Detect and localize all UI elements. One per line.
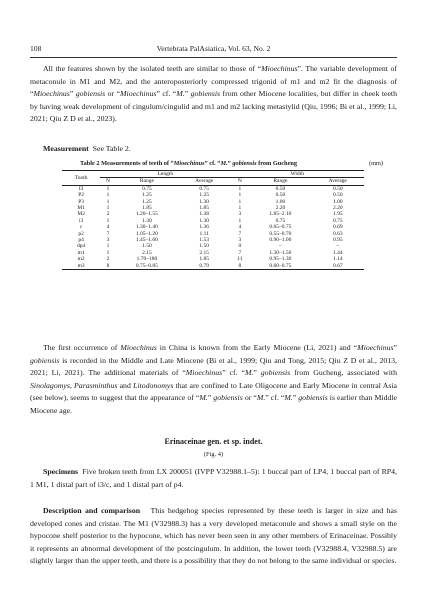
cell-width-n: 7 <box>238 230 242 237</box>
cell-length-range: 1.25 <box>142 192 152 199</box>
journal-title: Vertebrata PalAsiatica, Vol. 63, No. 2 <box>156 44 271 53</box>
table-row <box>62 185 364 192</box>
cell-width-average: 1.95 <box>332 211 343 218</box>
paragraph-occurrence: The first occurrence of Mioechinus in China is known from the Early Miocene (Li, 2021) and “Mioechinus” gobiensis is recorded in the Middle and Late Miocene (Bi et al., 1999; Qiu and Tong, 2015; Qiu Z D et al., 2013, 2021; Li, 2021). The additional materials of “Mioechinus” cf. “M.” gobiensis from Gucheng, associated with Sinolagomys, Parasminthus and Litodonomys that are confined to Late Oligocene and Early Miocene in central Asia (see below), seems to suggest that the appearance of “M.” gobiensis or “M.” cf. “M.” gobiensis is earlier than Middle Miocene age. <box>30 343 398 415</box>
header-tooth: Tooth <box>62 171 100 186</box>
cell-length-range: 1.20–1.55 <box>135 211 158 218</box>
header-rule <box>30 57 397 58</box>
cell-length-n: 8 <box>100 263 116 270</box>
cell-tooth: p2 <box>78 230 84 237</box>
description-label: Description and comparison <box>43 506 141 515</box>
cell-length-n: 1 <box>106 205 110 212</box>
cell-width-average: 0.75 <box>332 217 343 224</box>
cell-width-average: 0.69 <box>332 224 343 231</box>
measurement-label: Measurement <box>43 144 89 153</box>
measurements-table <box>62 170 364 270</box>
cell-width-average: 0.50 <box>332 185 343 192</box>
cell-length-n: 1 <box>106 243 110 250</box>
cell-width-average: 0.67 <box>312 263 364 270</box>
cell-tooth: I3 <box>78 185 84 192</box>
cell-length-average: 1.38 <box>199 211 210 218</box>
cell-length-n: 2 <box>106 211 110 218</box>
cell-width-n: 1 <box>238 217 242 224</box>
cell-width-range: 1.85–2.10 <box>269 211 292 218</box>
cell-tooth: p4 <box>78 237 84 244</box>
cell-width-n: 3 <box>238 237 242 244</box>
cell-width-range: 2.20 <box>275 205 286 212</box>
header-width-n: N <box>230 178 249 185</box>
cell-length-range: 1.70–180 <box>136 256 158 263</box>
cell-length-n: 2 <box>106 256 110 263</box>
section-heading: Erinaceinae gen. et sp. indet. <box>164 437 263 446</box>
cell-width-range: 0.95–1.30 <box>269 256 292 263</box>
paragraph-description <box>30 505 397 568</box>
cell-length-average: 2.15 <box>199 249 210 256</box>
cell-width-n: 3 <box>238 211 242 218</box>
cell-tooth: M1 <box>77 205 85 212</box>
cell-length-average: 0.75 <box>199 185 210 192</box>
cell-length-range: 1.45–1.60 <box>135 237 158 244</box>
cell-length-average: 1.53 <box>199 237 210 244</box>
cell-tooth: c <box>79 224 83 231</box>
cell-width-average: 0.50 <box>332 192 343 199</box>
cell-width-n: 0 <box>238 243 242 250</box>
measurement-text: See Table 2. <box>92 144 131 153</box>
cell-tooth: P3 <box>78 198 85 205</box>
cell-length-n: 4 <box>106 224 110 231</box>
paragraph-features: All the features shown by the isolated teeth are similar to those of “Mioechinus”. The variable development of metaconule in M1 and M2, and the anteroposteriorly compressed trigonid of m1 and m2 fit the diagnosis of “Mioechinus” gobiensis or “Mioechinus” cf. “M.” gobiensis from other Miocene localities, but differ in cheek teeth by having weak development of cingulum/cingulid and m1 and m2 lacking metastylid (Qiu, 1996; Bi et al., 1999; Li, 2021; Qiu Z D et al., 2023). <box>30 64 397 124</box>
table-row <box>62 263 364 270</box>
cell-length-n: 7 <box>106 230 110 237</box>
cell-tooth: m1 <box>77 249 85 256</box>
cell-width-average: 2.20 <box>332 205 343 212</box>
cell-width-range: 0.60–0.75 <box>249 263 311 270</box>
cell-length-range: 2.15 <box>142 249 152 256</box>
header-width-average: Average <box>312 178 364 185</box>
cell-tooth: P2 <box>78 192 85 199</box>
cell-width-average: – <box>336 243 340 250</box>
table-body <box>62 185 364 269</box>
cell-length-range: 1.85 <box>142 205 152 212</box>
cell-length-range: 1.05–1.20 <box>135 230 158 237</box>
cell-length-average: 1.25 <box>199 192 210 199</box>
cell-width-range: 0.50 <box>275 192 286 199</box>
cell-length-range: 1.30–1.40 <box>135 224 158 231</box>
cell-length-range: 0.75 <box>142 185 152 192</box>
cell-width-n: 7 <box>238 249 242 256</box>
figure-reference: (Fig. 4) <box>203 451 224 458</box>
header-width-range: Range <box>249 178 311 185</box>
cell-length-average: 1.11 <box>199 230 209 237</box>
cell-tooth: m3 <box>62 263 100 270</box>
running-header <box>30 44 397 56</box>
cell-width-range: 1.30–1.50 <box>269 249 292 256</box>
cell-length-n: 1 <box>106 198 110 205</box>
cell-length-n: 3 <box>106 237 110 244</box>
cell-length-average: 1.85 <box>199 256 210 263</box>
cell-length-range: 1.25 <box>142 198 152 205</box>
cell-tooth: i3 <box>79 217 84 224</box>
cell-width-range: 0.50 <box>275 185 286 192</box>
cell-length-n: 1 <box>106 185 110 192</box>
cell-length-range: 1.30 <box>142 217 152 224</box>
cell-width-n: 1 <box>238 192 242 199</box>
header-width: Width <box>230 171 364 178</box>
header-length-range: Range <box>116 178 178 185</box>
measurement-line <box>43 144 131 153</box>
cell-width-n: 11 <box>237 256 243 263</box>
cell-width-average: 1.14 <box>332 256 343 263</box>
cell-width-range: 1.00 <box>275 198 286 205</box>
cell-length-average: 0.79 <box>178 263 230 270</box>
cell-width-average: 0.95 <box>332 237 343 244</box>
cell-width-range: – <box>279 243 282 250</box>
cell-tooth: m2 <box>77 256 85 263</box>
cell-length-n: 1 <box>106 192 110 199</box>
cell-width-range: 0.65–0.75 <box>269 224 292 231</box>
page-number: 108 <box>30 44 42 53</box>
cell-length-average: 1.50 <box>199 243 210 250</box>
paragraph-specimens <box>30 466 397 491</box>
specimens-label: Specimens <box>43 467 79 476</box>
cell-width-range: 0.55–0.70 <box>269 230 292 237</box>
description-text: This hedgehog species represented by these teeth is larger in size and has developed cones and cristae. The M1 (V32988.3) has a very developed metaconule and shows a small style on the hypocone shelf posterior to the hypocone, which has never been seen in any other members of Erinaceinae. Possibly it represents an abnormal development of the postcingulum. In addition, the lower teeth (V32988.4, V32988.5) are slightly larger than the upper teeth, and there is a possibility that they do not belong to the same individual or species. <box>30 506 397 566</box>
cell-width-average: 1.00 <box>332 198 343 205</box>
cell-width-n: 4 <box>238 224 242 231</box>
cell-tooth: dp4 <box>77 243 86 250</box>
cell-length-average: 1.36 <box>199 224 210 231</box>
cell-length-n: 1 <box>106 249 110 256</box>
table-unit: (mm) <box>369 160 383 167</box>
cell-width-n: 8 <box>230 263 249 270</box>
cell-width-n: 1 <box>238 198 242 205</box>
header-length-average: Average <box>178 178 230 185</box>
specimens-text: Five broken teeth from LX 200051 (IVPP V32988.1–5): 1 buccal part of LP4, 1 buccal part of RP4, 1 M1, 1 distal part of i3/c, and 1 distal part of p4. <box>30 467 397 489</box>
cell-width-n: 1 <box>238 185 242 192</box>
cell-width-range: 0.90–1.00 <box>269 237 292 244</box>
table-caption: Table 2 Measurements of teeth of “Mioechinus” cf. “M.” gobiensis from Gucheng <box>80 160 298 167</box>
cell-width-average: 0.63 <box>332 230 343 237</box>
cell-length-average: 1.30 <box>199 198 210 205</box>
cell-length-range: 0.75–0.85 <box>116 263 178 270</box>
cell-width-n: 1 <box>238 205 242 212</box>
cell-length-average: 1.30 <box>199 217 210 224</box>
cell-length-n: 1 <box>106 217 110 224</box>
cell-tooth: M2 <box>77 211 85 218</box>
header-length: Length <box>100 171 230 178</box>
cell-length-average: 1.85 <box>199 205 210 212</box>
header-length-n: N <box>100 178 116 185</box>
cell-width-range: 0.75 <box>275 217 286 224</box>
cell-width-average: 1.44 <box>332 249 343 256</box>
cell-length-range: 1.50 <box>142 243 152 250</box>
